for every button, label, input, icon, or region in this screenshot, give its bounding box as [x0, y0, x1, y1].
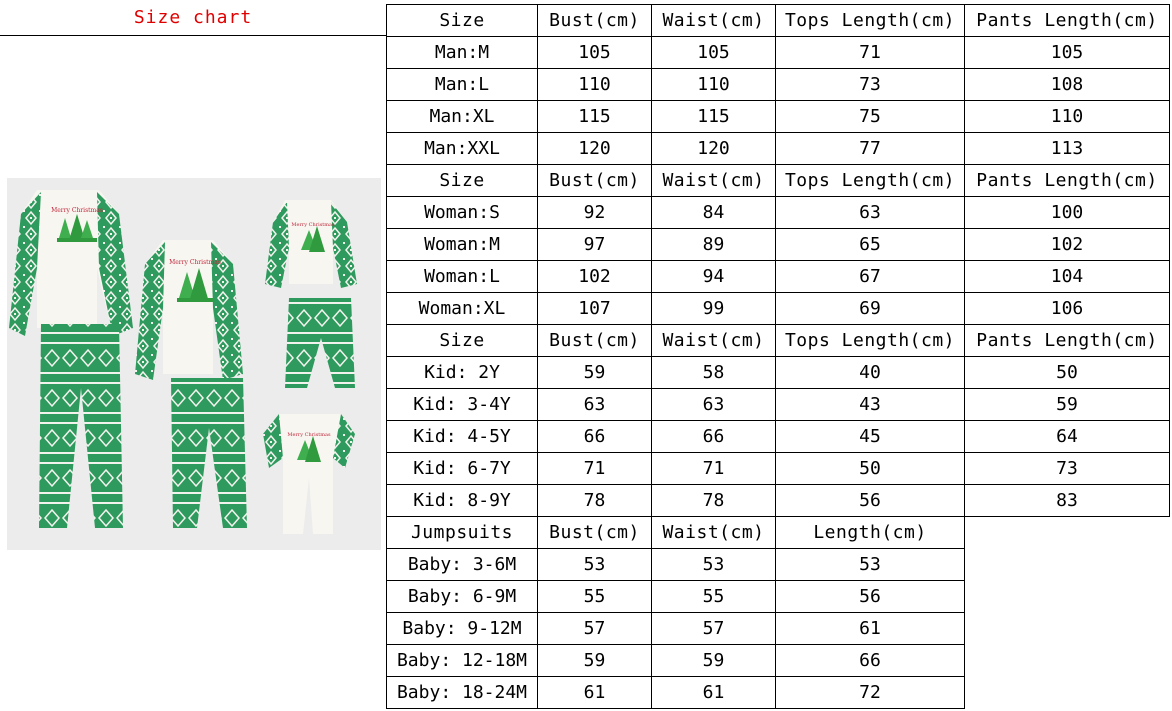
- measurement-cell: 94: [652, 261, 776, 293]
- measurement-cell: 105: [538, 37, 652, 69]
- section-header-row: [387, 325, 1170, 357]
- measurement-cell: 77: [776, 133, 965, 165]
- svg-text:Merry Christmas: Merry Christmas: [51, 207, 103, 214]
- size-table: [386, 4, 1170, 709]
- svg-text:Merry Christmas: Merry Christmas: [169, 259, 221, 266]
- table-row: [387, 261, 1170, 293]
- measurement-cell: 59: [652, 645, 776, 677]
- left-panel: [0, 0, 386, 711]
- size-label-cell: Kid: 3-4Y: [387, 389, 538, 421]
- size-label-cell: Baby: 3-6M: [387, 549, 538, 581]
- measurement-cell: 59: [538, 357, 652, 389]
- column-header: Bust(cm): [538, 517, 652, 549]
- measurement-cell: 64: [965, 421, 1170, 453]
- size-label-cell: Man:L: [387, 69, 538, 101]
- measurement-cell: 104: [965, 261, 1170, 293]
- column-header: Bust(cm): [538, 165, 652, 197]
- measurement-cell: 78: [538, 485, 652, 517]
- measurement-cell: 92: [538, 197, 652, 229]
- measurement-cell: 110: [965, 101, 1170, 133]
- measurement-cell: 59: [965, 389, 1170, 421]
- column-header: Length(cm): [776, 517, 965, 549]
- measurement-cell: 105: [965, 37, 1170, 69]
- size-label-cell: Man:XL: [387, 101, 538, 133]
- measurement-cell: 102: [538, 261, 652, 293]
- measurement-cell: 56: [776, 485, 965, 517]
- measurement-cell: 66: [538, 421, 652, 453]
- section-header-row: [387, 5, 1170, 37]
- product-photo: [7, 178, 381, 550]
- measurement-cell: 72: [776, 677, 965, 709]
- size-label-cell: Baby: 18-24M: [387, 677, 538, 709]
- measurement-cell: 57: [538, 613, 652, 645]
- measurement-cell: 105: [652, 37, 776, 69]
- column-header: Size: [387, 165, 538, 197]
- measurement-cell: 71: [652, 453, 776, 485]
- measurement-cell: 50: [965, 357, 1170, 389]
- measurement-cell: 66: [776, 645, 965, 677]
- measurement-cell: 63: [538, 389, 652, 421]
- measurement-cell: 102: [965, 229, 1170, 261]
- svg-text:Merry Christmas: Merry Christmas: [287, 432, 331, 438]
- measurement-cell: 73: [776, 69, 965, 101]
- measurement-cell: 50: [776, 453, 965, 485]
- measurement-cell: 97: [538, 229, 652, 261]
- table-row: [387, 421, 1170, 453]
- measurement-cell: 89: [652, 229, 776, 261]
- size-label-cell: Baby: 9-12M: [387, 613, 538, 645]
- size-label-cell: Kid: 4-5Y: [387, 421, 538, 453]
- table-row: [387, 101, 1170, 133]
- measurement-cell: 61: [776, 613, 965, 645]
- column-header: Pants Length(cm): [965, 165, 1170, 197]
- size-label-cell: Woman:L: [387, 261, 538, 293]
- measurement-cell: 63: [652, 389, 776, 421]
- empty-cell: [965, 549, 1170, 581]
- column-header: Pants Length(cm): [965, 325, 1170, 357]
- table-row: [387, 613, 1170, 645]
- size-label-cell: Man:M: [387, 37, 538, 69]
- measurement-cell: 53: [538, 549, 652, 581]
- column-header: Tops Length(cm): [776, 165, 965, 197]
- measurement-cell: 65: [776, 229, 965, 261]
- measurement-cell: 84: [652, 197, 776, 229]
- table-row: [387, 549, 1170, 581]
- table-row: [387, 581, 1170, 613]
- column-header: Tops Length(cm): [776, 5, 965, 37]
- measurement-cell: 55: [538, 581, 652, 613]
- measurement-cell: 45: [776, 421, 965, 453]
- measurement-cell: 78: [652, 485, 776, 517]
- measurement-cell: 115: [538, 101, 652, 133]
- column-header: Bust(cm): [538, 5, 652, 37]
- column-header: Size: [387, 325, 538, 357]
- measurement-cell: 71: [538, 453, 652, 485]
- measurement-cell: 53: [652, 549, 776, 581]
- column-header: Size: [387, 5, 538, 37]
- measurement-cell: 75: [776, 101, 965, 133]
- empty-cell: [965, 645, 1170, 677]
- column-header: Waist(cm): [652, 5, 776, 37]
- size-label-cell: Woman:XL: [387, 293, 538, 325]
- measurement-cell: 100: [965, 197, 1170, 229]
- column-header: Waist(cm): [652, 517, 776, 549]
- mom-top: [135, 240, 243, 380]
- table-row: [387, 453, 1170, 485]
- size-label-cell: Woman:M: [387, 229, 538, 261]
- measurement-cell: 110: [538, 69, 652, 101]
- measurement-cell: 115: [652, 101, 776, 133]
- measurement-cell: 53: [776, 549, 965, 581]
- table-row: [387, 357, 1170, 389]
- table-row: [387, 645, 1170, 677]
- column-header: Tops Length(cm): [776, 325, 965, 357]
- table-row: [387, 37, 1170, 69]
- size-label-cell: Kid: 8-9Y: [387, 485, 538, 517]
- measurement-cell: 59: [538, 645, 652, 677]
- table-row: [387, 293, 1170, 325]
- column-header: Pants Length(cm): [965, 5, 1170, 37]
- measurement-cell: 71: [776, 37, 965, 69]
- column-header: Bust(cm): [538, 325, 652, 357]
- measurement-cell: 113: [965, 133, 1170, 165]
- column-header: Waist(cm): [652, 165, 776, 197]
- measurement-cell: 61: [652, 677, 776, 709]
- size-label-cell: Baby: 6-9M: [387, 581, 538, 613]
- measurement-cell: 108: [965, 69, 1170, 101]
- size-label-cell: Kid: 2Y: [387, 357, 538, 389]
- empty-cell: [965, 613, 1170, 645]
- svg-text:Merry Christmas: Merry Christmas: [291, 222, 335, 228]
- size-chart-title: Size chart: [0, 0, 386, 36]
- measurement-cell: 63: [776, 197, 965, 229]
- measurement-cell: 61: [538, 677, 652, 709]
- empty-cell: [965, 677, 1170, 709]
- measurement-cell: 43: [776, 389, 965, 421]
- measurement-cell: 40: [776, 357, 965, 389]
- measurement-cell: 120: [538, 133, 652, 165]
- table-row: [387, 677, 1170, 709]
- measurement-cell: 83: [965, 485, 1170, 517]
- size-label-cell: Kid: 6-7Y: [387, 453, 538, 485]
- table-row: [387, 69, 1170, 101]
- section-header-row: [387, 165, 1170, 197]
- size-label-cell: Man:XXL: [387, 133, 538, 165]
- measurement-cell: 110: [652, 69, 776, 101]
- table-row: [387, 197, 1170, 229]
- measurement-cell: 56: [776, 581, 965, 613]
- size-label-cell: Baby: 12-18M: [387, 645, 538, 677]
- measurement-cell: 99: [652, 293, 776, 325]
- measurement-cell: 120: [652, 133, 776, 165]
- size-label-cell: Woman:S: [387, 197, 538, 229]
- measurement-cell: 107: [538, 293, 652, 325]
- measurement-cell: 66: [652, 421, 776, 453]
- measurement-cell: 58: [652, 357, 776, 389]
- measurement-cell: 57: [652, 613, 776, 645]
- table-row: [387, 133, 1170, 165]
- measurement-cell: 106: [965, 293, 1170, 325]
- dad-top: [9, 190, 133, 336]
- section-header-row: [387, 517, 1170, 549]
- measurement-cell: 73: [965, 453, 1170, 485]
- column-header: [965, 517, 1170, 549]
- table-row: [387, 389, 1170, 421]
- measurement-cell: 69: [776, 293, 965, 325]
- measurement-cell: 67: [776, 261, 965, 293]
- table-row: [387, 485, 1170, 517]
- column-header: Jumpsuits: [387, 517, 538, 549]
- empty-cell: [965, 581, 1170, 613]
- column-header: Waist(cm): [652, 325, 776, 357]
- measurement-cell: 55: [652, 581, 776, 613]
- table-row: [387, 229, 1170, 261]
